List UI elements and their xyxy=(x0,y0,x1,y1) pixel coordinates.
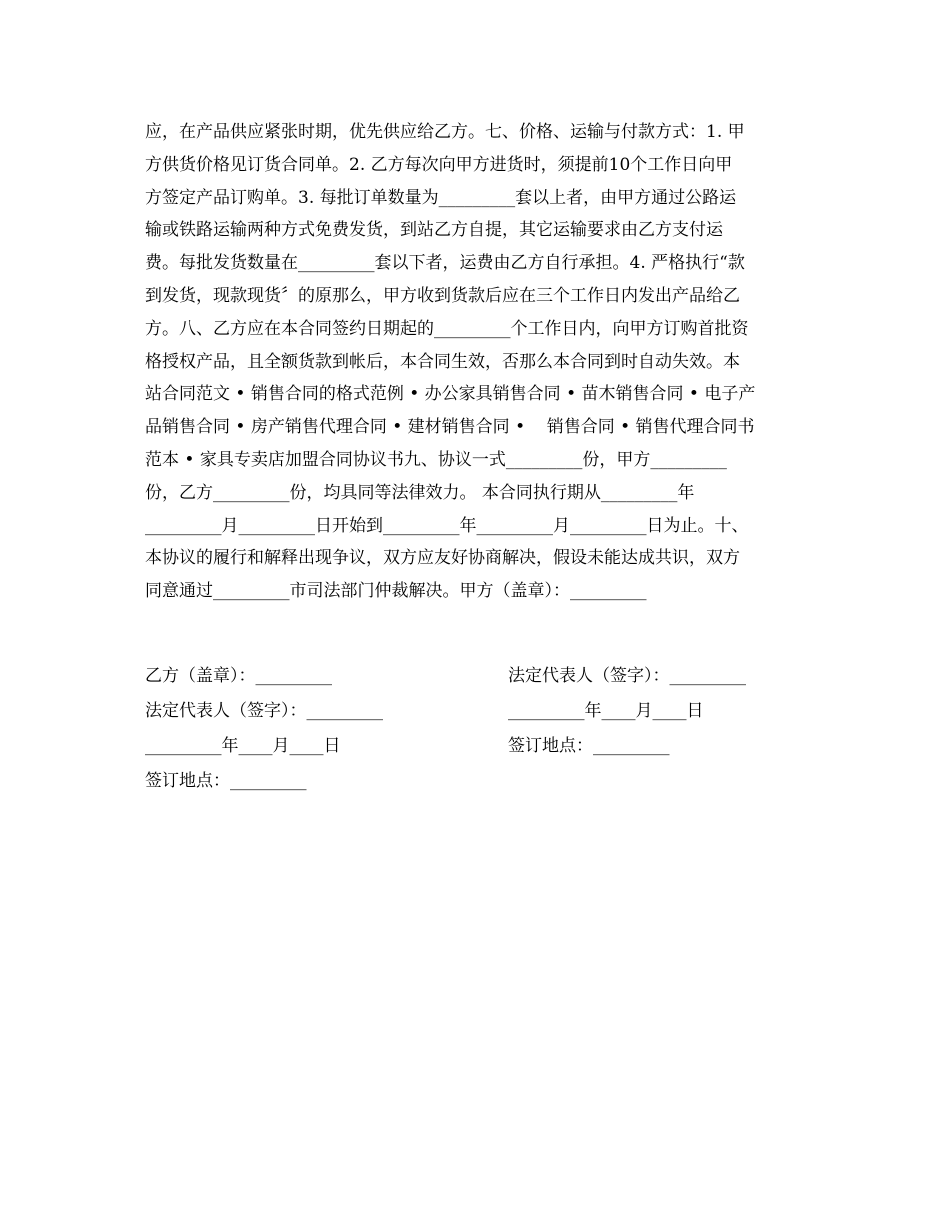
body-line: 费。每批发货数量在_________套以下者，运费由乙方自行承担。4. 严格执行“款 xyxy=(145,253,745,274)
party-b-date-field: _________年____月____日 xyxy=(145,736,341,756)
body-line: 站合同范文 • 销售合同的格式范例 • 办公家具销售合同 • 苗木销售合同 • 电子产 xyxy=(145,384,756,405)
party-b-seal-field: 乙方（盖章）：_________ xyxy=(145,666,332,686)
body-line: 范本 • 家具专卖店加盟合同协议书九、协议一式_________份，甲方_________ xyxy=(145,449,727,470)
body-line: 方签定产品订购单。3. 每批订单数量为_________套以上者，由甲方通过公路运 xyxy=(145,187,737,208)
signature-row xyxy=(145,729,815,764)
body-line: 应，在产品供应紧张时期，优先供应给乙方。七、价格、运输与付款方式：1. 甲 xyxy=(145,122,745,142)
party-b-signing-place-field: 签订地点：_________ xyxy=(145,771,307,791)
body-line: _________月_________日开始到_________年_________月_________日为止。十、 xyxy=(145,515,749,536)
signature-row xyxy=(145,764,815,799)
signature-row xyxy=(145,659,815,694)
party-a-legal-rep-field: 法定代表人（签字）：_________ xyxy=(508,666,746,686)
contract-body xyxy=(145,116,815,608)
body-line: 本协议的履行和解释出现争议，双方应友好协商解决，假设未能达成共识，双方 xyxy=(145,548,740,569)
body-line: 输或铁路运输两种方式免费发货，到站乙方自提，其它运输要求由乙方支付运 xyxy=(145,220,723,241)
party-a-signing-place-field: 签订地点：_________ xyxy=(508,736,670,756)
body-line: 到发货，现款现货〞的原那么，甲方收到货款后应在三个工作日内发出产品给乙 xyxy=(145,285,740,306)
body-line: 方供货价格见订货合同单。2. 乙方每次向甲方进货时，须提前10个工作日向甲 xyxy=(145,154,733,175)
body-line: 同意通过_________市司法部门仲裁解决。甲方（盖章）：_________ xyxy=(145,581,647,602)
signature-row xyxy=(145,694,815,729)
signature-block xyxy=(145,659,815,799)
body-line: 格授权产品，且全额货款到帐后，本合同生效，否那么本合同到时自动失效。本 xyxy=(145,351,740,372)
party-b-legal-rep-field: 法定代表人（签字）：_________ xyxy=(145,701,383,721)
body-line: 份，乙方_________份，均具同等法律效力。 本合同执行期从_________年 xyxy=(145,482,695,503)
party-a-date-field: _________年____月____日 xyxy=(508,701,704,721)
body-line: 方。八、乙方应在本合同签约日期起的_________个工作日内，向甲方订购首批资 xyxy=(145,318,749,339)
body-line: 品销售合同 • 房产销售代理合同 • 建材销售合同 • 销售合同 • 销售代理合同书 xyxy=(145,417,755,438)
